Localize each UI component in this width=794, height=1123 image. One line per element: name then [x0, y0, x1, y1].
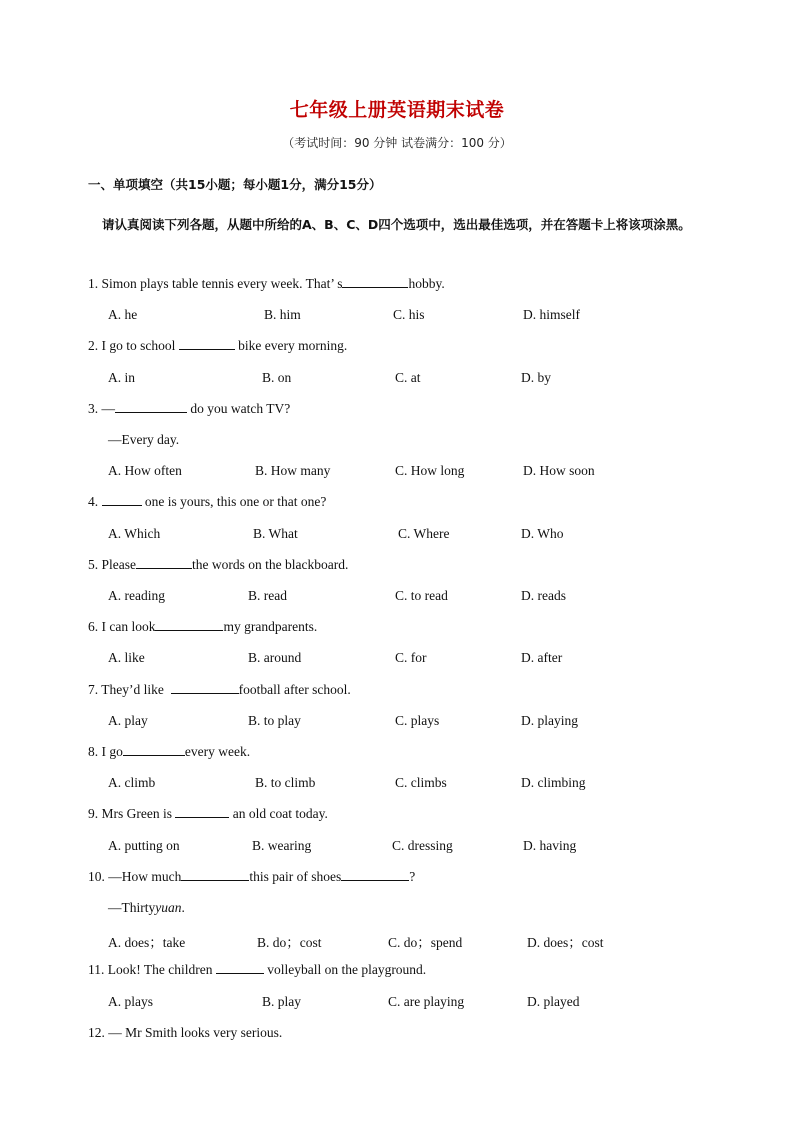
question-8: 8. I go every week. — [88, 744, 251, 759]
option-b: B. read — [248, 588, 287, 603]
option-c: C. for — [395, 650, 427, 665]
question-9: 9. Mrs Green is an old coat today. — [88, 806, 328, 821]
option-c: C. do；spend — [388, 935, 463, 950]
answer-blank — [181, 869, 249, 881]
option-d: D. having — [523, 838, 577, 853]
option-a: A. play — [108, 713, 148, 728]
option-c: C. dressing — [392, 838, 453, 853]
option-c: C. at — [395, 370, 421, 385]
page-title: 七年级上册英语期末试卷 — [289, 99, 505, 121]
option-c: C. How long — [395, 463, 465, 478]
question-2: 2. I go to school bike every morning. — [88, 338, 348, 353]
answer-blank — [123, 744, 185, 756]
question-10-reply: —Thirtyyuan. — [108, 900, 185, 915]
option-d: D. reads — [521, 588, 566, 603]
option-a: A. climb — [108, 775, 156, 790]
option-a: A. like — [108, 650, 145, 665]
option-b: B. do；cost — [257, 935, 322, 950]
option-b: B. wearing — [252, 838, 312, 853]
option-b: B. What — [253, 526, 298, 541]
question-12: 12. — Mr Smith looks very serious. — [88, 1025, 283, 1040]
option-a: A. putting on — [108, 838, 180, 853]
option-b: B. him — [264, 307, 301, 322]
option-a: A. he — [108, 307, 138, 322]
option-b: B. to play — [248, 713, 301, 728]
option-a: A. does；take — [108, 935, 186, 950]
option-d: D. himself — [523, 307, 580, 322]
option-b: B. How many — [255, 463, 331, 478]
option-d: D. by — [521, 370, 551, 385]
option-d: D. played — [527, 994, 580, 1009]
answer-blank — [175, 806, 229, 818]
option-c: C. his — [393, 307, 425, 322]
question-11: 11. Look! The children volleyball on the playground. — [88, 962, 427, 977]
question-1: 1. Simon plays table tennis every week. That’ s hobby. — [88, 276, 445, 291]
option-d: D. playing — [521, 713, 578, 728]
option-a: A. How often — [108, 463, 182, 478]
option-a: A. in — [108, 370, 135, 385]
option-d: D. after — [521, 650, 563, 665]
option-a: A. Which — [108, 526, 161, 541]
option-b: B. play — [262, 994, 301, 1009]
question-5: 5. Please the words on the blackboard. — [88, 557, 349, 572]
answer-blank — [102, 494, 142, 506]
question-7: 7. They’d like football after school. — [88, 682, 351, 697]
option-b: B. to climb — [255, 775, 316, 790]
option-c: C. climbs — [395, 775, 447, 790]
option-d: D. Who — [521, 526, 564, 541]
option-a: A. plays — [108, 994, 153, 1009]
option-d: D. does；cost — [527, 935, 604, 950]
option-b: B. on — [262, 370, 292, 385]
answer-blank — [216, 962, 264, 974]
section-instructions: 请认真阅读下列各题，从题中所给的A、B、C、D四个选项中，选出最佳选项，并在答题卡上将该项涂黑。 — [102, 217, 691, 232]
option-a: A. reading — [108, 588, 165, 603]
question-3: 3. — do you watch TV? — [88, 401, 291, 416]
question-10: 10. —How much this pair of shoes ? — [88, 869, 416, 884]
option-c: C. Where — [398, 526, 450, 541]
answer-blank — [136, 557, 192, 569]
option-c: C. plays — [395, 713, 440, 728]
option-c: C. to read — [395, 588, 448, 603]
answer-blank — [115, 401, 187, 413]
answer-blank — [179, 338, 235, 350]
question-4: 4. one is yours, this one or that one? — [88, 494, 327, 509]
answer-blank — [342, 276, 408, 288]
option-c: C. are playing — [388, 994, 465, 1009]
answer-blank — [171, 682, 239, 694]
question-3-reply: —Every day. — [108, 432, 180, 447]
answer-blank — [155, 619, 223, 631]
section-heading: 一、单项填空（共15小题；每小题1分，满分15分） — [88, 177, 382, 192]
option-d: D. climbing — [521, 775, 586, 790]
exam-info: （考试时间：90 分钟 试卷满分：100 分） — [282, 136, 512, 150]
option-d: D. How soon — [523, 463, 595, 478]
option-b: B. around — [248, 650, 302, 665]
answer-blank — [341, 869, 409, 881]
question-6: 6. I can look my grandparents. — [88, 619, 318, 634]
